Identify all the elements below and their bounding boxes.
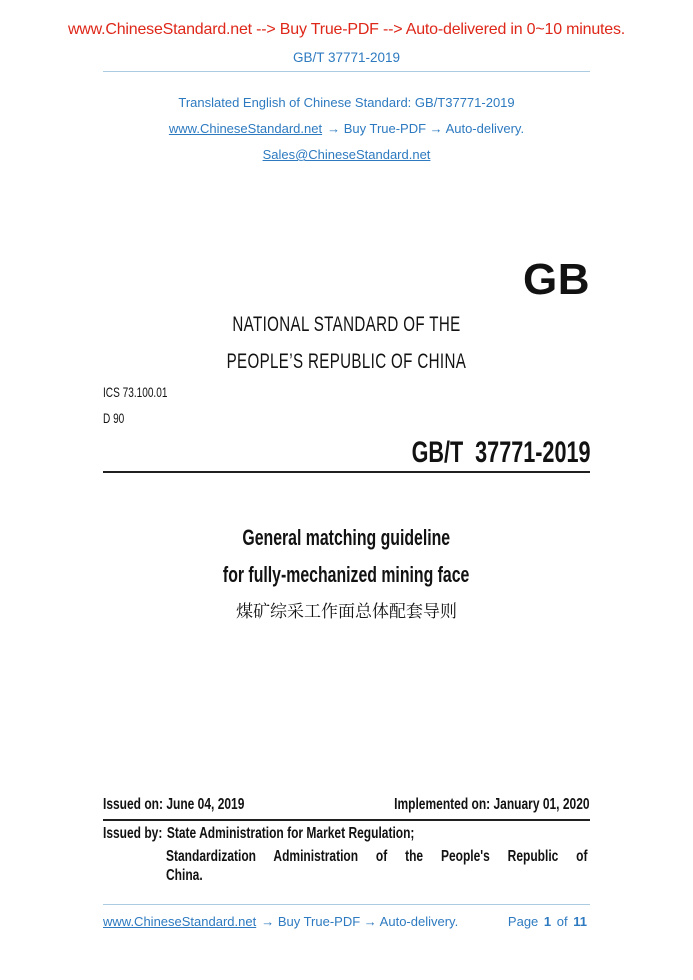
standard-code-header: GB/T 37771-2019 — [292, 50, 401, 65]
issued-by-org1: State Administration for Market Regulation; — [166, 825, 415, 842]
national-standard-line1-wrap — [0, 313, 693, 337]
title-en-line2-wrap — [0, 562, 693, 588]
email-line — [0, 147, 693, 162]
promo-banner: www.ChineseStandard.net --> Buy True-PDF --> Auto-delivered in 0~10 minutes. — [67, 21, 626, 38]
footer-pagination — [508, 914, 587, 929]
issued-by-label: Issued by: — [103, 825, 163, 842]
standard-number: GB/T 37771-2019 — [411, 436, 590, 469]
issuance-dates-row — [103, 796, 590, 814]
buy-link-suffix: → Buy True-PDF → Auto-delivery. — [327, 121, 525, 136]
title-en-line2: for fully-mechanized mining face — [223, 562, 470, 587]
issued-by-org2-wrap — [166, 847, 588, 885]
title-en-line1-wrap — [0, 525, 693, 551]
classification-code-wrap — [103, 410, 133, 426]
footer-site-link[interactable]: www.ChineseStandard.net — [103, 914, 257, 929]
title-zh: 煤矿综采工作面总体配套导则 — [236, 602, 457, 621]
issued-by-line1-wrap — [103, 825, 518, 843]
national-standard-line2-wrap — [0, 350, 693, 374]
ics-code: ICS 73.100.01 — [103, 384, 168, 400]
buy-link-line — [0, 121, 693, 136]
issued-on: Issued on: June 04, 2019 — [103, 796, 245, 813]
page-of-label: of — [556, 914, 568, 929]
national-standard-line2: PEOPLE’S REPUBLIC OF CHINA — [226, 350, 467, 373]
issuance-rule — [103, 819, 590, 821]
footer-divider — [103, 904, 590, 905]
gb-logo: GB — [523, 255, 590, 304]
classification-code: D 90 — [103, 410, 125, 426]
issued-by-org2-line2: China. — [166, 867, 203, 884]
translated-note: Translated English of Chinese Standard: GB/T37771-2019 — [178, 95, 515, 110]
standard-number-wrap — [103, 436, 590, 470]
page-current: 1 — [543, 914, 552, 929]
header-divider — [103, 71, 590, 72]
footer-suffix: → Buy True-PDF → Auto-delivery. — [261, 914, 459, 929]
standard-number-rule — [103, 471, 590, 473]
national-standard-line1: NATIONAL STANDARD OF THE — [232, 313, 461, 336]
footer-left — [103, 914, 458, 929]
email-link[interactable]: Sales@ChineseStandard.net — [262, 147, 431, 162]
ics-code-wrap — [103, 384, 193, 400]
implemented-on: Implemented on: January 01, 2020 — [394, 796, 590, 813]
title-en-line1: General matching guideline — [242, 525, 451, 550]
page-total: 11 — [573, 914, 587, 929]
site-link[interactable]: www.ChineseStandard.net — [168, 121, 323, 136]
page-label: Page — [507, 914, 539, 929]
issued-by-org2-line1: Standardization Administration of the People's Republic of — [166, 848, 588, 865]
issued-by-line1 — [103, 825, 414, 843]
